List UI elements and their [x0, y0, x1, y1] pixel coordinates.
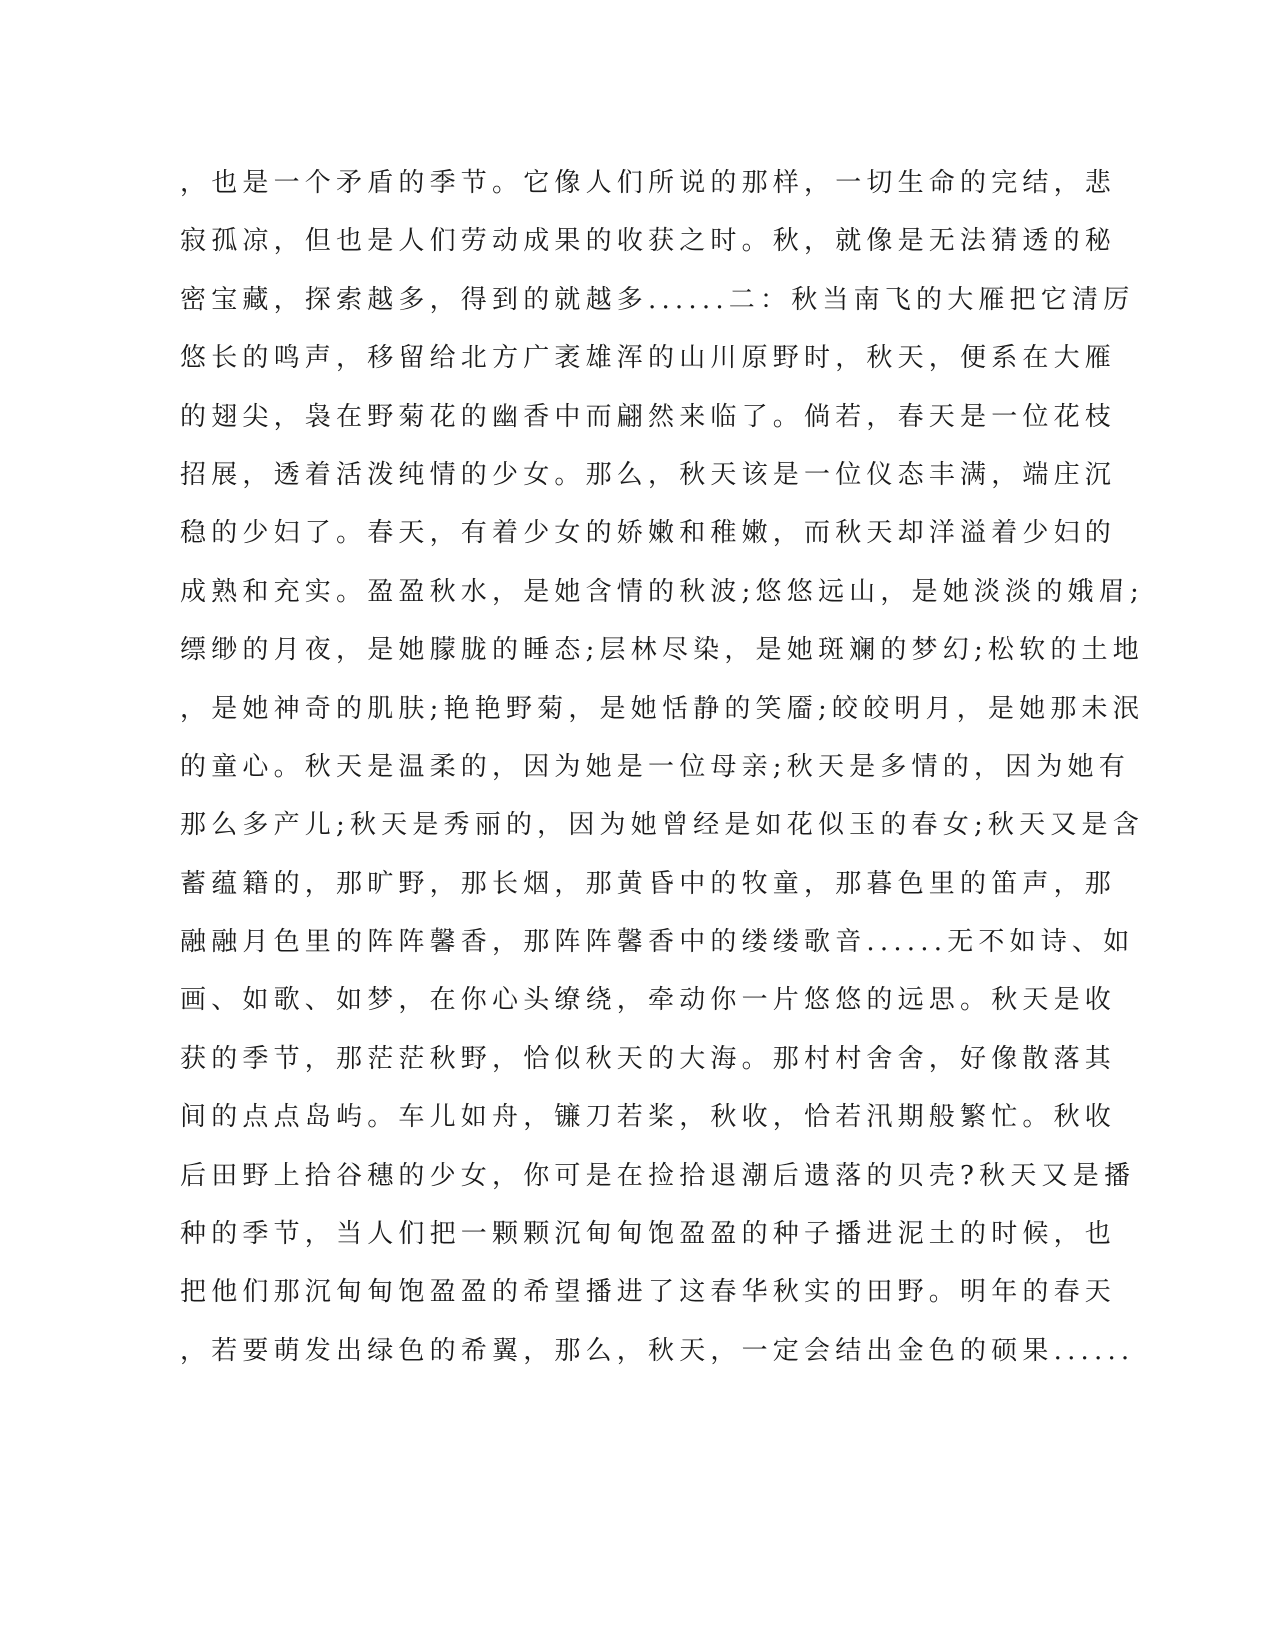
text-line: 的童心。秋天是温柔的，因为她是一位母亲;秋天是多情的，因为她有 — [180, 751, 1130, 782]
text-line: 缥缈的月夜，是她朦胧的睡态;层林尽染，是她斑斓的梦幻;松软的土地 — [180, 635, 1144, 666]
text-line: 后田野上拾谷穗的少女，你可是在捡拾退潮后遗落的贝壳?秋天又是播 — [180, 1160, 1136, 1191]
text-line: 寂孤凉，但也是人们劳动成果的收获之时。秋，就像是无法猜透的秘 — [180, 226, 1117, 257]
text-line: 招展，透着活泼纯情的少女。那么，秋天该是一位仪态丰满，端庄沉 — [180, 459, 1117, 490]
text-line: 悠长的鸣声，移留给北方广袤雄浑的山川原野时，秋天，便系在大雁 — [180, 343, 1117, 374]
text-line: 融融月色里的阵阵馨香，那阵阵馨香中的缕缕歌音......无不如诗、如 — [180, 927, 1135, 958]
text-line: ，也是一个矛盾的季节。它像人们所说的那样，一切生命的完结，悲 — [180, 168, 1117, 198]
text-line: 画、如歌、如梦，在你心头缭绕，牵动你一片悠悠的远思。秋天是收 — [180, 985, 1117, 1016]
text-line: 种的季节，当人们把一颗颗沉甸甸饱盈盈的种子播进泥土的时候，也 — [180, 1219, 1117, 1250]
text-line: 密宝藏，探索越多，得到的就越多......二：秋当南飞的大雁把它清厉 — [180, 284, 1135, 315]
text-line: 间的点点岛屿。车儿如舟，镰刀若桨，秋收，恰若汛期般繁忙。秋收 — [180, 1102, 1117, 1133]
text-line: 稳的少妇了。春天，有着少女的娇嫩和稚嫩，而秋天却洋溢着少妇的 — [180, 518, 1117, 549]
text-line: 蓄蕴籍的，那旷野，那长烟，那黄昏中的牧童，那暮色里的笛声，那 — [180, 868, 1117, 899]
text-line: 把他们那沉甸甸饱盈盈的希望播进了这春华秋实的田野。明年的春天 — [180, 1277, 1117, 1308]
text-line: ，若要萌发出绿色的希翼，那么，秋天，一定会结出金色的硕果...... — [180, 1335, 1135, 1366]
text-line: 成熟和充实。盈盈秋水，是她含情的秋波;悠悠远山，是她淡淡的娥眉; — [180, 576, 1144, 607]
body-text — [180, 162, 1144, 1388]
text-line: 的翅尖，袅在野菊花的幽香中而翩然来临了。倘若，春天是一位花枝 — [180, 401, 1117, 432]
text-line: 那么多产儿;秋天是秀丽的，因为她曾经是如花似玉的春女;秋天又是含 — [180, 810, 1144, 841]
text-line: 获的季节，那茫茫秋野，恰似秋天的大海。那村村舍舍，好像散落其 — [180, 1043, 1117, 1074]
text-line: ，是她神奇的肌肤;艳艳野菊，是她恬静的笑靥;皎皎明月，是她那未泯 — [180, 693, 1144, 724]
